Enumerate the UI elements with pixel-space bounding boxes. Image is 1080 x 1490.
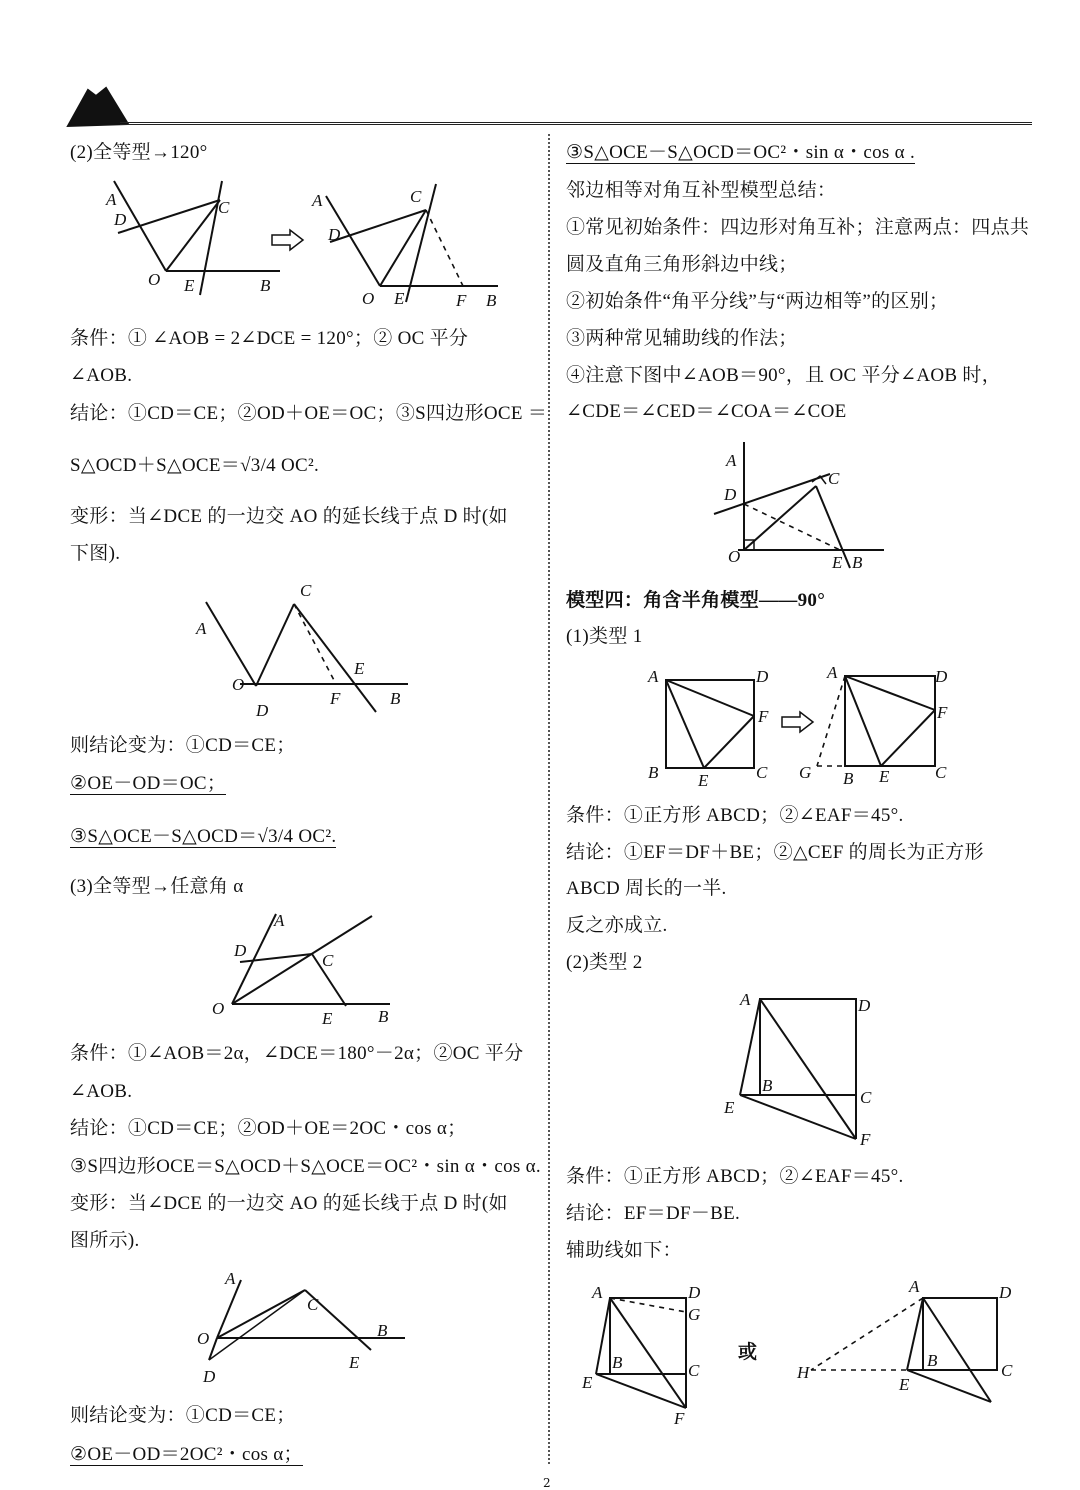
svg-text:E: E <box>322 1009 333 1028</box>
diagram-alpha-variation <box>195 1268 415 1388</box>
svg-text:C: C <box>322 951 334 970</box>
svg-text:B: B <box>486 291 497 310</box>
s2-then-line3: ③S△OCE－S△OCD＝√3/4 OC². <box>70 826 337 847</box>
type1-conclusion-line2: ABCD 周长的一半. <box>566 878 727 899</box>
svg-text:E: E <box>354 659 365 678</box>
svg-text:D: D <box>114 210 127 229</box>
svg-text:A: A <box>312 191 323 210</box>
svg-text:A: A <box>648 667 659 686</box>
svg-text:O: O <box>728 547 741 566</box>
svg-text:A: A <box>196 619 207 638</box>
diagram-120-after <box>308 178 508 308</box>
type2-condition: 条件：①正方形 ABCD；②∠EAF＝45°. <box>566 1166 904 1187</box>
svg-text:D: D <box>858 996 871 1015</box>
s3-conclusion-line1: 结论：①CD＝CE；②OD＋OE＝2OC・cos α； <box>70 1118 467 1139</box>
diagram-half-angle-type1-before <box>640 662 780 792</box>
s3-conclusion-line2: ③S四边形OCE＝S△OCD＋S△OCE＝OC²・sin α・cos α. <box>70 1156 541 1177</box>
svg-text:F: F <box>937 703 948 722</box>
svg-text:B: B <box>762 1076 773 1095</box>
svg-text:D: D <box>756 667 769 686</box>
section-3-title: (3)全等型→任意角 α <box>70 876 244 897</box>
svg-text:C: C <box>1001 1361 1013 1380</box>
column-divider <box>548 134 550 1464</box>
svg-text:A: A <box>274 911 285 930</box>
s2-then-line2: ②OE－OD＝OC； <box>70 773 227 794</box>
diagram-120-variation <box>190 578 420 718</box>
svg-text:B: B <box>260 276 271 295</box>
s3-then-line2: ②OE－OD＝2OC²・cos α； <box>70 1444 303 1465</box>
svg-text:F: F <box>860 1130 871 1149</box>
svg-text:O: O <box>148 270 161 289</box>
type1-conclusion-line1: 结论：①EF＝DF＋BE；②△CEF 的周长为正方形 <box>566 842 984 863</box>
summary-line4: ③两种常见辅助线的作法； <box>566 328 798 349</box>
summary-line1: ①常见初始条件：四边形对角互补；注意两点：四点共 <box>566 217 1030 238</box>
s2-variation-line1: 变形：当∠DCE 的一边交 AO 的延长线于点 D 时(如 <box>70 506 508 527</box>
diagram-120-before <box>100 175 290 300</box>
svg-text:B: B <box>390 689 401 708</box>
diagram-auxiliary-b <box>795 1278 1020 1408</box>
svg-text:D: D <box>256 701 269 720</box>
svg-text:E: E <box>698 771 709 790</box>
svg-text:D: D <box>688 1283 701 1302</box>
svg-text:A: A <box>106 190 117 209</box>
type1-condition: 条件：①正方形 ABCD；②∠EAF＝45°. <box>566 805 904 826</box>
svg-text:D: D <box>328 225 341 244</box>
svg-text:C: C <box>307 1295 319 1314</box>
summary-title: 邻边相等对角互补型模型总结： <box>566 180 837 201</box>
summary-line6: ∠CDE＝∠CED＝∠COA＝∠COE <box>566 401 847 422</box>
svg-text:B: B <box>852 553 863 572</box>
svg-text:O: O <box>212 999 225 1018</box>
svg-text:F: F <box>456 291 467 310</box>
section-2-title: (2)全等型→120° <box>70 142 208 163</box>
svg-text:A: A <box>592 1283 603 1302</box>
svg-text:B: B <box>927 1351 938 1370</box>
svg-text:D: D <box>935 667 948 686</box>
svg-text:A: A <box>225 1269 236 1288</box>
r-continued-line: ③S△OCE－S△OCD＝OC²・sin α・cos α . <box>566 142 916 163</box>
type2-auxiliary-label: 辅助线如下： <box>566 1240 682 1261</box>
svg-text:E: E <box>349 1353 360 1372</box>
svg-text:F: F <box>758 707 769 726</box>
svg-text:C: C <box>828 469 840 488</box>
diagram-half-angle-type1-after <box>795 662 955 792</box>
svg-text:C: C <box>860 1088 872 1107</box>
diagram-auxiliary-a <box>578 1280 718 1430</box>
svg-text:C: C <box>688 1361 700 1380</box>
svg-text:C: C <box>218 198 230 217</box>
model-4-type2-title: (2)类型 2 <box>566 952 643 973</box>
svg-text:D: D <box>203 1367 216 1386</box>
s2-then-line1: 则结论变为：①CD＝CE； <box>70 735 296 756</box>
page-number: 2 <box>543 1476 551 1490</box>
svg-text:E: E <box>879 767 890 786</box>
svg-text:O: O <box>232 675 245 694</box>
s2-conclusion-line2: S△OCD＋S△OCE＝√3/4 OC². <box>70 455 320 476</box>
summary-line2: 圆及直角三角形斜边中线； <box>566 254 798 275</box>
svg-text:A: A <box>909 1277 920 1296</box>
svg-text:B: B <box>377 1321 388 1340</box>
type1-converse: 反之亦成立. <box>566 915 668 936</box>
s2-variation-line2: 下图). <box>70 543 121 564</box>
svg-text:E: E <box>394 289 405 308</box>
svg-text:C: C <box>300 581 312 600</box>
model-4-title: 模型四：角含半角模型——90° <box>566 590 826 611</box>
svg-text:H: H <box>797 1363 810 1382</box>
svg-text:E: E <box>832 553 843 572</box>
svg-text:C: C <box>935 763 947 782</box>
svg-text:D: D <box>724 485 737 504</box>
svg-text:A: A <box>827 663 838 682</box>
svg-text:C: C <box>410 187 422 206</box>
svg-text:D: D <box>234 941 247 960</box>
svg-text:C: C <box>756 763 768 782</box>
svg-text:O: O <box>197 1329 210 1348</box>
summary-line5: ④注意下图中∠AOB＝90°，且 OC 平分∠AOB 时， <box>566 365 1002 386</box>
summary-line3: ②初始条件“角平分线”与“两边相等”的区别； <box>566 291 949 312</box>
svg-text:E: E <box>899 1375 910 1394</box>
s3-variation-line1: 变形：当∠DCE 的一边交 AO 的延长线于点 D 时(如 <box>70 1193 508 1214</box>
svg-text:G: G <box>688 1305 701 1324</box>
svg-text:D: D <box>999 1283 1012 1302</box>
svg-text:B: B <box>378 1007 389 1026</box>
svg-text:B: B <box>648 763 659 782</box>
s3-variation-line2: 图所示). <box>70 1230 140 1251</box>
svg-text:F: F <box>330 689 341 708</box>
s2-condition-line2: ∠AOB. <box>70 365 133 386</box>
model-4-type1-title: (1)类型 1 <box>566 626 643 647</box>
s2-conclusion-line1: 结论：①CD＝CE；②OD＋OE＝OC；③S四边形OCE ＝ <box>70 403 548 424</box>
s3-then-line1: 则结论变为：①CD＝CE； <box>70 1405 296 1426</box>
arrow-right-icon <box>270 228 306 252</box>
svg-text:A: A <box>740 990 751 1009</box>
header-rule <box>120 122 1032 125</box>
svg-text:G: G <box>799 763 812 782</box>
svg-text:O: O <box>362 289 375 308</box>
or-text: 或 <box>738 1342 758 1363</box>
svg-text:E: E <box>724 1098 735 1117</box>
svg-text:B: B <box>843 769 854 788</box>
svg-text:A: A <box>726 451 737 470</box>
type2-conclusion: 结论：EF＝DF－BE. <box>566 1203 741 1224</box>
s2-condition-line1: 条件：① ∠AOB = 2∠DCE = 120°；② OC 平分 <box>70 328 469 349</box>
s3-condition-line1: 条件：①∠AOB＝2α，∠DCE＝180°－2α；②OC 平分 <box>70 1043 524 1064</box>
s3-condition-line2: ∠AOB. <box>70 1081 133 1102</box>
svg-text:E: E <box>184 276 195 295</box>
svg-text:B: B <box>612 1353 623 1372</box>
diagram-right-angle <box>708 438 898 573</box>
diagram-alpha <box>210 910 410 1030</box>
diagram-half-angle-type2 <box>720 985 880 1150</box>
svg-text:E: E <box>582 1373 593 1392</box>
svg-text:F: F <box>674 1409 685 1428</box>
